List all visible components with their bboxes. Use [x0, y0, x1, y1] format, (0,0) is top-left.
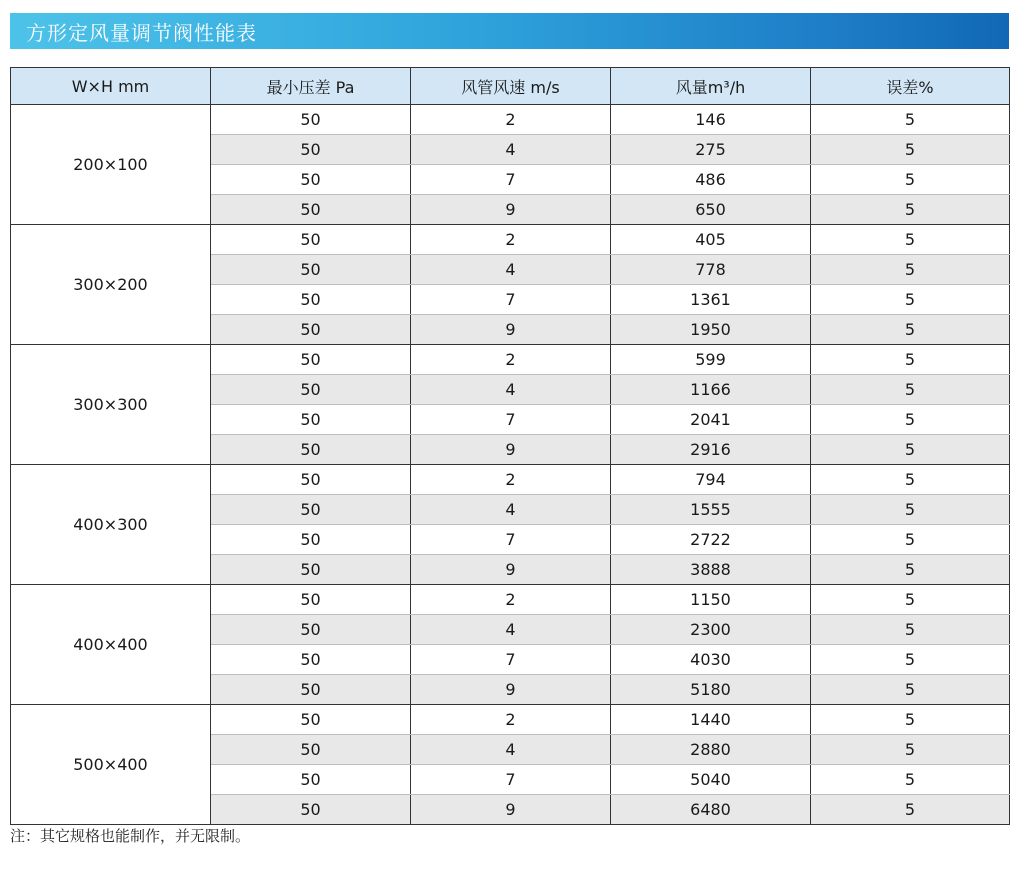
- header-row: [11, 68, 1010, 105]
- error-cell: 5: [811, 195, 1010, 225]
- pressure-cell: 50: [211, 255, 411, 285]
- error-cell: 5: [811, 495, 1010, 525]
- airflow-cell: 275: [611, 135, 811, 165]
- pressure-cell: 50: [211, 435, 411, 465]
- size-cell: 400×300: [11, 465, 211, 585]
- table-row: [11, 705, 1010, 735]
- airflow-cell: 794: [611, 465, 811, 495]
- pressure-cell: 50: [211, 195, 411, 225]
- table-row: [11, 585, 1010, 615]
- error-cell: 5: [811, 795, 1010, 825]
- page-title: 方形定风量调节阀性能表: [26, 20, 257, 45]
- table-row: [11, 465, 1010, 495]
- error-cell: 5: [811, 315, 1010, 345]
- velocity-cell: 7: [411, 405, 611, 435]
- error-cell: 5: [811, 585, 1010, 615]
- error-cell: 5: [811, 675, 1010, 705]
- airflow-cell: 486: [611, 165, 811, 195]
- airflow-cell: 1440: [611, 705, 811, 735]
- velocity-cell: 7: [411, 765, 611, 795]
- pressure-cell: 50: [211, 465, 411, 495]
- table-body: [11, 105, 1010, 825]
- velocity-cell: 7: [411, 525, 611, 555]
- error-cell: 5: [811, 525, 1010, 555]
- size-cell: 500×400: [11, 705, 211, 825]
- pressure-cell: 50: [211, 735, 411, 765]
- velocity-cell: 4: [411, 135, 611, 165]
- velocity-cell: 7: [411, 645, 611, 675]
- header-error: 误差%: [811, 68, 1010, 105]
- airflow-cell: 778: [611, 255, 811, 285]
- error-cell: 5: [811, 465, 1010, 495]
- velocity-cell: 2: [411, 225, 611, 255]
- pressure-cell: 50: [211, 585, 411, 615]
- airflow-cell: 1555: [611, 495, 811, 525]
- error-cell: 5: [811, 345, 1010, 375]
- velocity-cell: 7: [411, 165, 611, 195]
- velocity-cell: 4: [411, 495, 611, 525]
- airflow-cell: 2722: [611, 525, 811, 555]
- airflow-cell: 1950: [611, 315, 811, 345]
- velocity-cell: 9: [411, 195, 611, 225]
- velocity-cell: 9: [411, 555, 611, 585]
- header-pressure: 最小压差 Pa: [211, 68, 411, 105]
- pressure-cell: 50: [211, 135, 411, 165]
- error-cell: 5: [811, 165, 1010, 195]
- pressure-cell: 50: [211, 615, 411, 645]
- airflow-cell: 5180: [611, 675, 811, 705]
- airflow-cell: 2916: [611, 435, 811, 465]
- table-row: [11, 105, 1010, 135]
- airflow-cell: 5040: [611, 765, 811, 795]
- table-header: [11, 68, 1010, 105]
- velocity-cell: 4: [411, 255, 611, 285]
- velocity-cell: 9: [411, 315, 611, 345]
- airflow-cell: 6480: [611, 795, 811, 825]
- pressure-cell: 50: [211, 495, 411, 525]
- error-cell: 5: [811, 105, 1010, 135]
- velocity-cell: 4: [411, 375, 611, 405]
- velocity-cell: 7: [411, 285, 611, 315]
- velocity-cell: 9: [411, 675, 611, 705]
- velocity-cell: 4: [411, 615, 611, 645]
- velocity-cell: 9: [411, 795, 611, 825]
- velocity-cell: 2: [411, 705, 611, 735]
- airflow-cell: 1150: [611, 585, 811, 615]
- velocity-cell: 9: [411, 435, 611, 465]
- velocity-cell: 2: [411, 465, 611, 495]
- pressure-cell: 50: [211, 105, 411, 135]
- title-bar: [10, 13, 1009, 49]
- pressure-cell: 50: [211, 165, 411, 195]
- pressure-cell: 50: [211, 345, 411, 375]
- error-cell: 5: [811, 255, 1010, 285]
- pressure-cell: 50: [211, 375, 411, 405]
- error-cell: 5: [811, 375, 1010, 405]
- velocity-cell: 2: [411, 105, 611, 135]
- error-cell: 5: [811, 405, 1010, 435]
- error-cell: 5: [811, 615, 1010, 645]
- pressure-cell: 50: [211, 765, 411, 795]
- airflow-cell: 599: [611, 345, 811, 375]
- header-airflow: 风量m³/h: [611, 68, 811, 105]
- pressure-cell: 50: [211, 525, 411, 555]
- airflow-cell: 3888: [611, 555, 811, 585]
- velocity-cell: 2: [411, 345, 611, 375]
- error-cell: 5: [811, 135, 1010, 165]
- airflow-cell: 1166: [611, 375, 811, 405]
- table-row: [11, 345, 1010, 375]
- size-cell: 300×300: [11, 345, 211, 465]
- error-cell: 5: [811, 765, 1010, 795]
- error-cell: 5: [811, 555, 1010, 585]
- size-cell: 300×200: [11, 225, 211, 345]
- size-cell: 400×400: [11, 585, 211, 705]
- airflow-cell: 405: [611, 225, 811, 255]
- velocity-cell: 2: [411, 585, 611, 615]
- pressure-cell: 50: [211, 795, 411, 825]
- airflow-cell: 4030: [611, 645, 811, 675]
- pressure-cell: 50: [211, 405, 411, 435]
- airflow-cell: 2880: [611, 735, 811, 765]
- error-cell: 5: [811, 285, 1010, 315]
- error-cell: 5: [811, 435, 1010, 465]
- error-cell: 5: [811, 735, 1010, 765]
- pressure-cell: 50: [211, 225, 411, 255]
- pressure-cell: 50: [211, 675, 411, 705]
- footnote: 注：其它规格也能制作，并无限制。: [10, 827, 251, 845]
- airflow-cell: 2041: [611, 405, 811, 435]
- airflow-cell: 1361: [611, 285, 811, 315]
- airflow-cell: 146: [611, 105, 811, 135]
- velocity-cell: 4: [411, 735, 611, 765]
- pressure-cell: 50: [211, 645, 411, 675]
- airflow-cell: 2300: [611, 615, 811, 645]
- error-cell: 5: [811, 645, 1010, 675]
- pressure-cell: 50: [211, 315, 411, 345]
- pressure-cell: 50: [211, 285, 411, 315]
- performance-table: [10, 67, 1010, 825]
- table-row: [11, 225, 1010, 255]
- size-cell: 200×100: [11, 105, 211, 225]
- pressure-cell: 50: [211, 555, 411, 585]
- airflow-cell: 650: [611, 195, 811, 225]
- header-size: W×H mm: [11, 68, 211, 105]
- error-cell: 5: [811, 705, 1010, 735]
- error-cell: 5: [811, 225, 1010, 255]
- header-velocity: 风管风速 m/s: [411, 68, 611, 105]
- pressure-cell: 50: [211, 705, 411, 735]
